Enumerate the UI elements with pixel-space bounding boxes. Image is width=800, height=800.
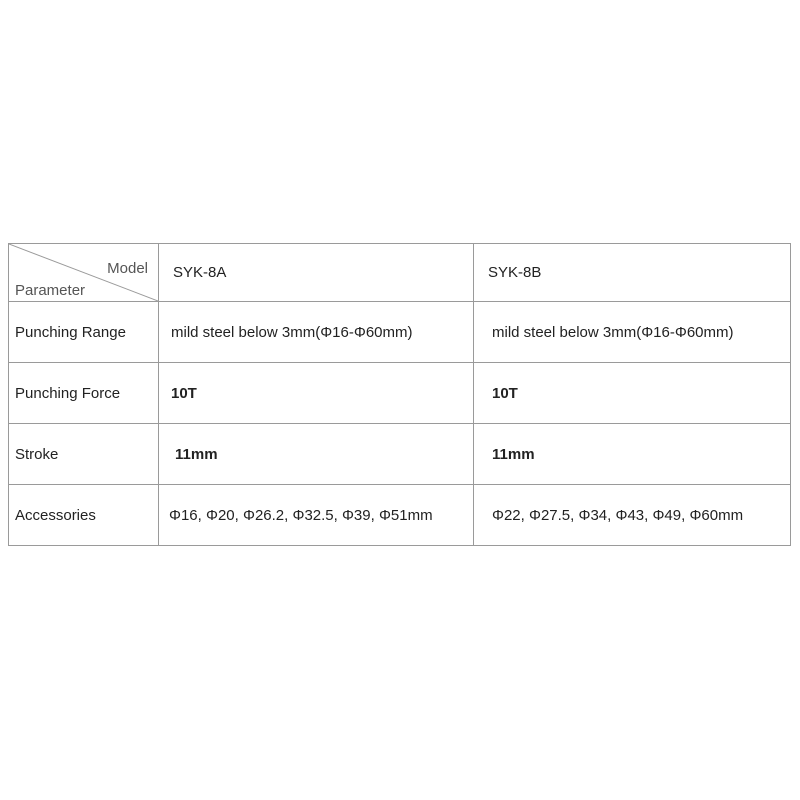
table-row (9, 424, 791, 485)
parameter-label: Punching Range (9, 302, 159, 363)
model-header-a: SYK-8A (159, 244, 474, 302)
corner-model-label: Model (107, 260, 148, 277)
model-header-b: SYK-8B (474, 244, 791, 302)
value-b: mild steel below 3mm(Φ16-Φ60mm) (474, 302, 791, 363)
table-row (9, 302, 791, 363)
spec-table (8, 243, 791, 546)
value-a: mild steel below 3mm(Φ16-Φ60mm) (159, 302, 474, 363)
parameter-label: Accessories (9, 485, 159, 546)
parameter-label: Stroke (9, 424, 159, 485)
value-b: Φ22, Φ27.5, Φ34, Φ43, Φ49, Φ60mm (474, 485, 791, 546)
value-a: 11mm (159, 424, 474, 485)
table-row (9, 485, 791, 546)
value-b: 11mm (474, 424, 791, 485)
corner-parameter-label: Parameter (15, 282, 86, 299)
table-row (9, 363, 791, 424)
header-row (9, 244, 791, 302)
value-a: 10T (159, 363, 474, 424)
value-b: 10T (474, 363, 791, 424)
parameter-label: Punching Force (9, 363, 159, 424)
corner-cell (9, 244, 159, 302)
value-a: Φ16, Φ20, Φ26.2, Φ32.5, Φ39, Φ51mm (159, 485, 474, 546)
